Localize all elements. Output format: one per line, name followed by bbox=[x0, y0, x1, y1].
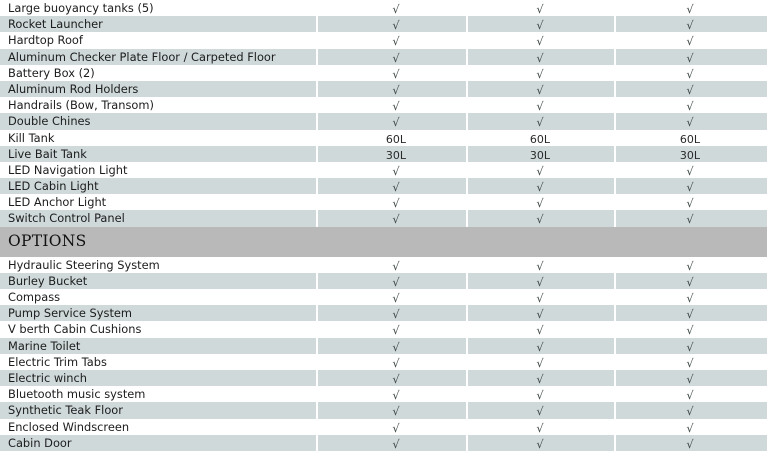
table-row bbox=[0, 65, 767, 81]
column-divider bbox=[466, 130, 468, 146]
feature-label: Burley Bucket bbox=[8, 273, 88, 288]
feature-label: Live Bait Tank bbox=[8, 146, 87, 161]
feature-label: Electric Trim Tabs bbox=[8, 354, 107, 369]
table-row bbox=[0, 402, 767, 418]
feature-label: V berth Cabin Cushions bbox=[8, 322, 142, 337]
column-divider bbox=[614, 97, 616, 113]
column-divider bbox=[316, 65, 318, 81]
check-icon: √ bbox=[686, 371, 694, 386]
check-icon: √ bbox=[392, 323, 400, 338]
column-divider bbox=[316, 419, 318, 435]
table-row bbox=[0, 97, 767, 113]
check-icon: √ bbox=[392, 258, 400, 273]
table-row bbox=[0, 435, 767, 451]
check-icon: √ bbox=[686, 180, 694, 195]
check-icon: √ bbox=[686, 99, 694, 114]
feature-label: Cabin Door bbox=[8, 435, 72, 450]
column-divider bbox=[316, 386, 318, 402]
check-icon: √ bbox=[536, 196, 544, 211]
column-divider bbox=[316, 210, 318, 226]
column-divider bbox=[614, 32, 616, 48]
column-divider bbox=[316, 130, 318, 146]
column-divider bbox=[316, 146, 318, 162]
check-icon: √ bbox=[686, 18, 694, 33]
column-divider bbox=[466, 257, 468, 273]
column-divider bbox=[614, 370, 616, 386]
table-row bbox=[0, 273, 767, 289]
check-icon: √ bbox=[392, 420, 400, 435]
column-divider bbox=[614, 338, 616, 354]
check-icon: √ bbox=[536, 34, 544, 49]
column-divider bbox=[614, 305, 616, 321]
column-divider bbox=[614, 419, 616, 435]
check-icon: √ bbox=[536, 339, 544, 354]
column-divider bbox=[614, 162, 616, 178]
column-divider bbox=[316, 162, 318, 178]
check-icon: √ bbox=[686, 355, 694, 370]
check-icon: √ bbox=[536, 163, 544, 178]
check-icon: √ bbox=[392, 163, 400, 178]
check-icon: √ bbox=[392, 99, 400, 114]
check-icon: √ bbox=[392, 436, 400, 451]
feature-value: 30L bbox=[385, 148, 407, 162]
feature-label: Double Chines bbox=[8, 114, 91, 129]
feature-label: Kill Tank bbox=[8, 130, 55, 145]
feature-label: Electric winch bbox=[8, 370, 88, 385]
check-icon: √ bbox=[392, 355, 400, 370]
column-divider bbox=[466, 435, 468, 451]
feature-label: Pump Service System bbox=[8, 306, 133, 321]
check-icon: √ bbox=[392, 274, 400, 289]
column-divider bbox=[614, 194, 616, 210]
check-icon: √ bbox=[536, 82, 544, 97]
feature-value: 60L bbox=[529, 132, 551, 146]
table-row bbox=[0, 370, 767, 386]
column-divider bbox=[316, 16, 318, 32]
check-icon: √ bbox=[686, 404, 694, 419]
column-divider bbox=[614, 435, 616, 451]
table-row bbox=[0, 210, 767, 226]
feature-label: Synthetic Teak Floor bbox=[8, 403, 123, 418]
column-divider bbox=[316, 321, 318, 337]
check-icon: √ bbox=[392, 115, 400, 130]
column-divider bbox=[466, 321, 468, 337]
column-divider bbox=[466, 210, 468, 226]
table-row bbox=[0, 178, 767, 194]
check-icon: √ bbox=[686, 307, 694, 322]
check-icon: √ bbox=[536, 2, 544, 16]
column-divider bbox=[316, 178, 318, 194]
check-icon: √ bbox=[392, 291, 400, 305]
column-divider bbox=[614, 49, 616, 65]
feature-label: Marine Toilet bbox=[8, 338, 81, 353]
check-icon: √ bbox=[536, 371, 544, 386]
check-icon: √ bbox=[686, 82, 694, 97]
table-row bbox=[0, 305, 767, 321]
column-divider bbox=[466, 386, 468, 402]
column-divider bbox=[466, 305, 468, 321]
check-icon: √ bbox=[686, 163, 694, 178]
table-row bbox=[0, 146, 767, 162]
check-icon: √ bbox=[392, 388, 400, 403]
column-divider bbox=[316, 370, 318, 386]
check-icon: √ bbox=[536, 115, 544, 130]
check-icon: √ bbox=[686, 291, 694, 305]
check-icon: √ bbox=[536, 66, 544, 81]
column-divider bbox=[614, 146, 616, 162]
column-divider bbox=[316, 81, 318, 97]
check-icon: √ bbox=[392, 212, 400, 227]
column-divider bbox=[466, 194, 468, 210]
check-icon: √ bbox=[536, 50, 544, 65]
column-divider bbox=[614, 16, 616, 32]
column-divider bbox=[466, 289, 468, 305]
column-divider bbox=[466, 354, 468, 370]
check-icon: √ bbox=[536, 388, 544, 403]
check-icon: √ bbox=[392, 50, 400, 65]
feature-label: LED Anchor Light bbox=[8, 195, 107, 210]
column-divider bbox=[466, 81, 468, 97]
check-icon: √ bbox=[686, 274, 694, 289]
feature-label: Bluetooth music system bbox=[8, 387, 146, 402]
column-divider bbox=[466, 16, 468, 32]
column-divider bbox=[614, 130, 616, 146]
column-divider bbox=[466, 146, 468, 162]
column-divider bbox=[614, 178, 616, 194]
options-section-header bbox=[0, 227, 767, 257]
check-icon: √ bbox=[392, 180, 400, 195]
check-icon: √ bbox=[392, 66, 400, 81]
check-icon: √ bbox=[392, 34, 400, 49]
check-icon: √ bbox=[686, 34, 694, 49]
column-divider bbox=[466, 370, 468, 386]
check-icon: √ bbox=[686, 339, 694, 354]
column-divider bbox=[466, 338, 468, 354]
column-divider bbox=[614, 273, 616, 289]
column-divider bbox=[466, 178, 468, 194]
column-divider bbox=[316, 338, 318, 354]
check-icon: √ bbox=[392, 2, 400, 16]
column-divider bbox=[316, 257, 318, 273]
table-row bbox=[0, 16, 767, 32]
column-divider bbox=[316, 49, 318, 65]
column-divider bbox=[614, 321, 616, 337]
check-icon: √ bbox=[392, 82, 400, 97]
column-divider bbox=[466, 97, 468, 113]
check-icon: √ bbox=[392, 371, 400, 386]
feature-label: Switch Control Panel bbox=[8, 211, 125, 226]
column-divider bbox=[466, 32, 468, 48]
check-icon: √ bbox=[536, 355, 544, 370]
feature-label: Handrails (Bow, Transom) bbox=[8, 98, 154, 113]
check-icon: √ bbox=[686, 50, 694, 65]
feature-label: Battery Box (2) bbox=[8, 65, 95, 80]
column-divider bbox=[316, 0, 318, 16]
check-icon: √ bbox=[686, 2, 694, 16]
check-icon: √ bbox=[392, 196, 400, 211]
feature-label: Rocket Launcher bbox=[8, 17, 103, 32]
table-row bbox=[0, 338, 767, 354]
column-divider bbox=[466, 419, 468, 435]
column-divider bbox=[466, 402, 468, 418]
table-row bbox=[0, 194, 767, 210]
table-row bbox=[0, 386, 767, 402]
feature-value: 60L bbox=[679, 132, 701, 146]
column-divider bbox=[614, 210, 616, 226]
feature-value: 30L bbox=[679, 148, 701, 162]
check-icon: √ bbox=[392, 307, 400, 322]
feature-value: 30L bbox=[529, 148, 551, 162]
column-divider bbox=[614, 113, 616, 129]
check-icon: √ bbox=[686, 258, 694, 273]
check-icon: √ bbox=[536, 404, 544, 419]
column-divider bbox=[614, 402, 616, 418]
check-icon: √ bbox=[536, 212, 544, 227]
column-divider bbox=[466, 273, 468, 289]
options-title: OPTIONS bbox=[8, 231, 87, 250]
table-row bbox=[0, 162, 767, 178]
check-icon: √ bbox=[392, 339, 400, 354]
check-icon: √ bbox=[536, 291, 544, 305]
table-row bbox=[0, 130, 767, 146]
feature-label: Hardtop Roof bbox=[8, 33, 83, 48]
table-row bbox=[0, 289, 767, 305]
column-divider bbox=[614, 81, 616, 97]
column-divider bbox=[614, 257, 616, 273]
feature-label: Enclosed Windscreen bbox=[8, 419, 130, 434]
column-divider bbox=[466, 49, 468, 65]
column-divider bbox=[466, 65, 468, 81]
column-divider bbox=[614, 386, 616, 402]
check-icon: √ bbox=[392, 18, 400, 33]
column-divider bbox=[316, 97, 318, 113]
check-icon: √ bbox=[536, 420, 544, 435]
column-divider bbox=[614, 0, 616, 16]
check-icon: √ bbox=[686, 323, 694, 338]
check-icon: √ bbox=[536, 18, 544, 33]
check-icon: √ bbox=[536, 180, 544, 195]
feature-label: Hydraulic Steering System bbox=[8, 257, 160, 272]
check-icon: √ bbox=[536, 274, 544, 289]
check-icon: √ bbox=[536, 323, 544, 338]
table-row bbox=[0, 113, 767, 129]
column-divider bbox=[466, 0, 468, 16]
table-row bbox=[0, 257, 767, 273]
feature-value: 60L bbox=[385, 132, 407, 146]
check-icon: √ bbox=[536, 99, 544, 114]
column-divider bbox=[316, 32, 318, 48]
check-icon: √ bbox=[686, 388, 694, 403]
column-divider bbox=[466, 113, 468, 129]
check-icon: √ bbox=[686, 115, 694, 130]
column-divider bbox=[316, 113, 318, 129]
feature-label: Compass bbox=[8, 290, 61, 304]
check-icon: √ bbox=[536, 436, 544, 451]
column-divider bbox=[316, 402, 318, 418]
feature-label: Aluminum Rod Holders bbox=[8, 81, 139, 96]
table-row bbox=[0, 354, 767, 370]
table-row bbox=[0, 81, 767, 97]
options-features-section bbox=[0, 257, 767, 451]
column-divider bbox=[614, 289, 616, 305]
column-divider bbox=[614, 65, 616, 81]
feature-label: Large buoyancy tanks (5) bbox=[8, 1, 154, 15]
column-divider bbox=[614, 354, 616, 370]
column-divider bbox=[316, 435, 318, 451]
column-divider bbox=[316, 273, 318, 289]
column-divider bbox=[466, 162, 468, 178]
table-row bbox=[0, 419, 767, 435]
check-icon: √ bbox=[686, 196, 694, 211]
feature-label: Aluminum Checker Plate Floor / Carpeted Floor bbox=[8, 49, 276, 64]
column-divider bbox=[316, 305, 318, 321]
table-row bbox=[0, 321, 767, 337]
column-divider bbox=[316, 354, 318, 370]
check-icon: √ bbox=[686, 436, 694, 451]
feature-label: LED Cabin Light bbox=[8, 179, 99, 194]
check-icon: √ bbox=[686, 420, 694, 435]
table-row bbox=[0, 49, 767, 65]
check-icon: √ bbox=[536, 258, 544, 273]
check-icon: √ bbox=[686, 212, 694, 227]
table-row bbox=[0, 0, 767, 16]
check-icon: √ bbox=[392, 404, 400, 419]
check-icon: √ bbox=[536, 307, 544, 322]
column-divider bbox=[316, 289, 318, 305]
table-row bbox=[0, 32, 767, 48]
column-divider bbox=[316, 194, 318, 210]
check-icon: √ bbox=[686, 66, 694, 81]
feature-label: LED Navigation Light bbox=[8, 162, 128, 177]
